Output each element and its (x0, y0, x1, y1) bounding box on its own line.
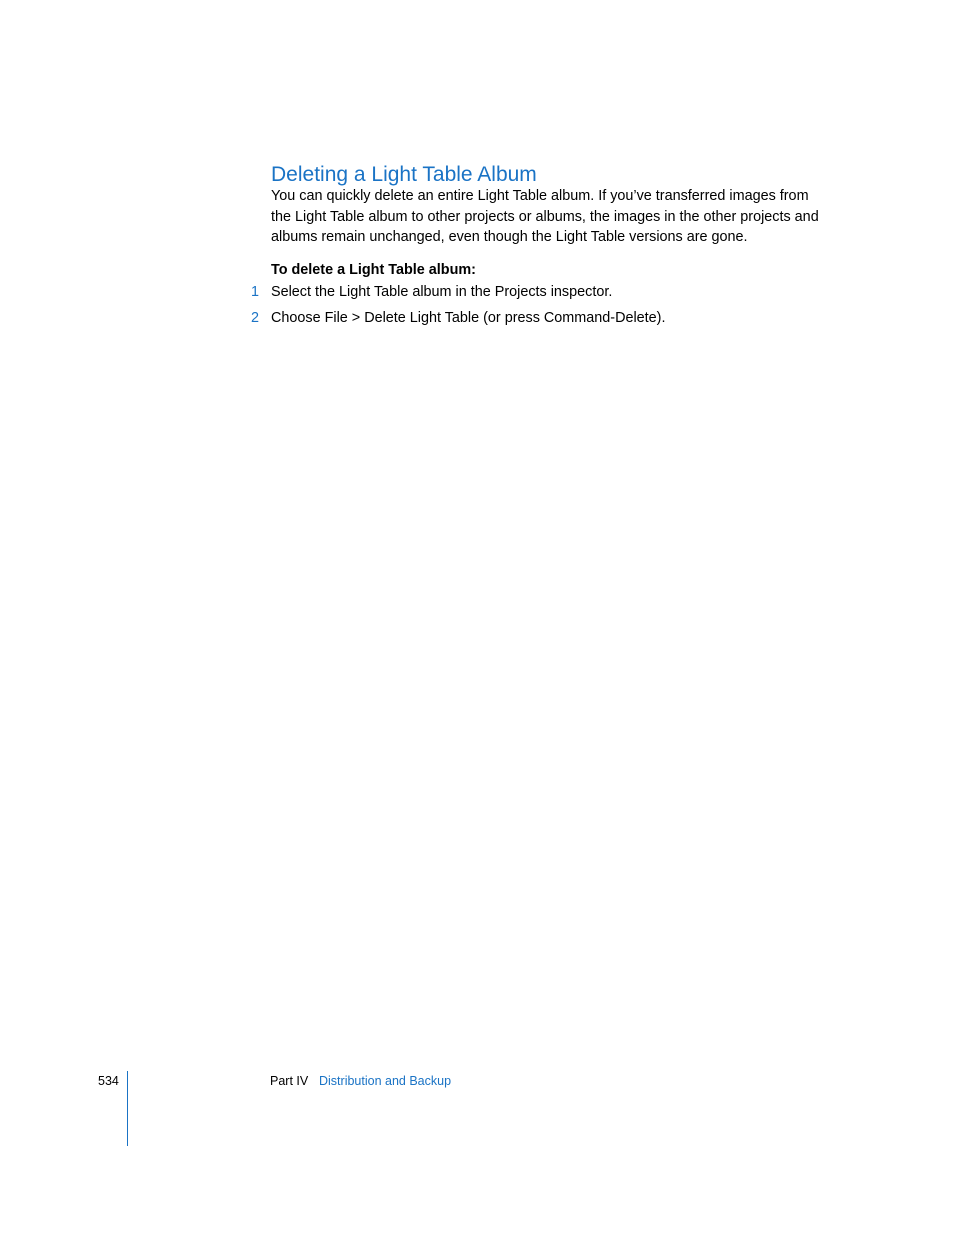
section-heading: Deleting a Light Table Album (271, 163, 537, 186)
step-number: 2 (251, 310, 260, 326)
step-number: 1 (251, 284, 260, 300)
part-label: Part IV (270, 1074, 309, 1088)
intro-line: You can quickly delete an entire Light Table album. If you’ve transferred images from (271, 188, 809, 204)
step-text: Choose File > Delete Light Table (or press Command-Delete). (271, 310, 666, 326)
intro-line: albums remain unchanged, even though the Light Table versions are gone. (271, 229, 748, 246)
step-text: Select the Light Table album in the Projects inspector. (271, 284, 613, 300)
intro-paragraph (271, 186, 831, 248)
footer-divider (127, 1071, 128, 1146)
part-title-link[interactable]: Distribution and Backup (319, 1074, 452, 1088)
page-number: 534 (98, 1074, 119, 1088)
intro-line: the Light Table album to other projects or albums, the images in the other projects and (271, 208, 819, 225)
task-title: To delete a Light Table album: (271, 262, 476, 278)
